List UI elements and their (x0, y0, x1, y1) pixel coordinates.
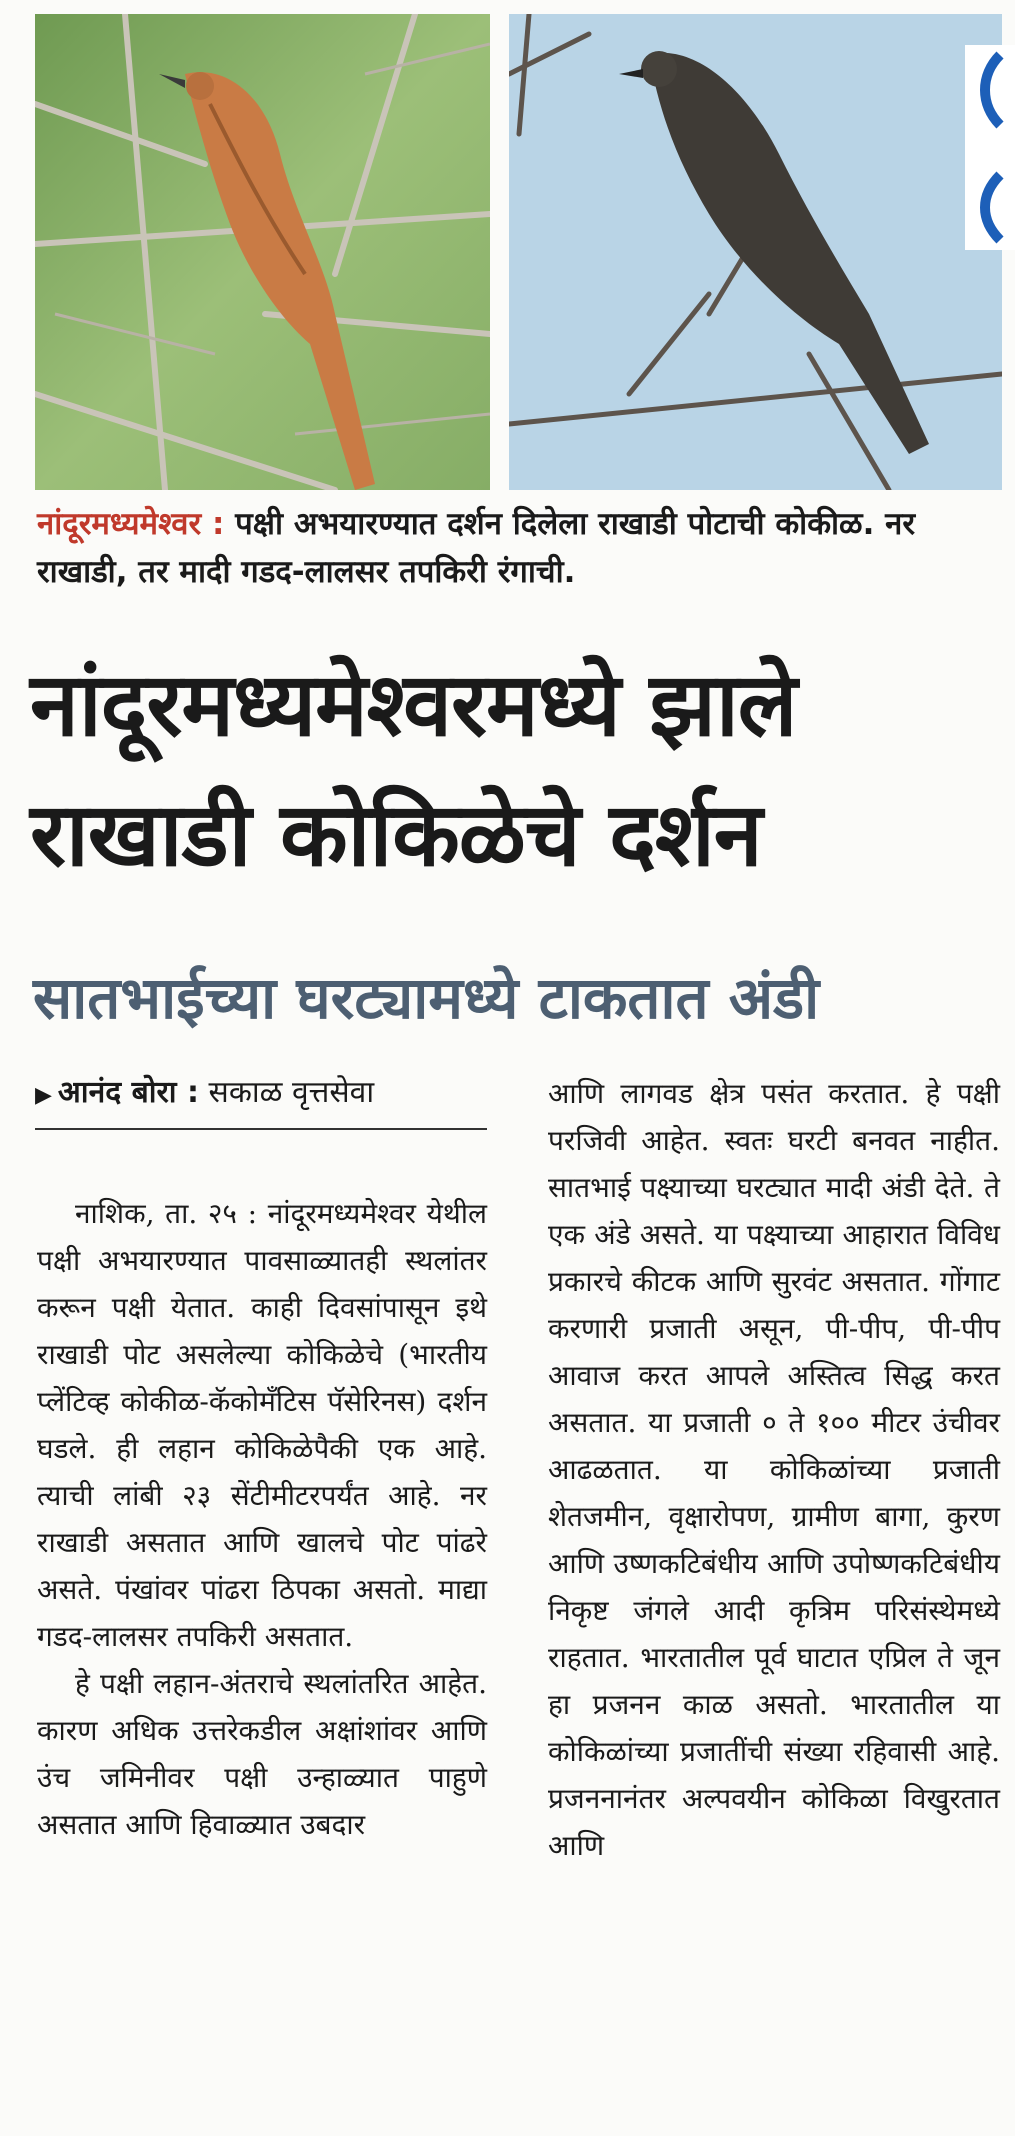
headline-line-1: नांदूरमध्यमेश्वरमध्ये झाले (30, 653, 797, 756)
paragraph: हे पक्षी लहान-अंतराचे स्थलांतरित आहेत. कारण अधिक उत्तरेकडील अक्षांशांवर आणि उंच जमिनीवर पक्षी उन्हाळ्यात पाहुणे असतात आणि हिवाळ्यात उबदार (37, 1667, 487, 1841)
byline (35, 1070, 374, 1119)
triangle-right-icon: ▶ (35, 1083, 52, 1108)
logo-fragment-icon (965, 45, 1015, 250)
photo-female-cuckoo (35, 14, 490, 490)
paragraph: नाशिक, ता. २५ : नांदूरमध्यमेश्वर येथील पक्षी अभयारण्यात पावसाळ्यातही स्थलांतर करून पक्षी येतात. काही दिवसांपासून इथे राखाडी पोट असलेल्या कोकिळेचे (भारतीय प्लेंटिव्ह कोकीळ-कॅकोमॅंटिस पॅसेरिनस) दर्शन घडले. ही लहान कोकिळेपैकी एक आहे. त्याची लांबी २३ सेंटीमीटरपर्यंत आहे. नर राखाडी असतात आणि खालचे पोट पांढरे असते. पंखांवर पांढरा ठिपका असतो. माद्या गडद-लालसर तपकिरी असतात. (37, 1197, 487, 1653)
subheadline: सातभाईच्या घरट्यामध्ये टाकतात अंडी (33, 964, 820, 1032)
headline-line-2: राखाडी कोकिळेचे दर्शन (30, 783, 762, 886)
photo-male-cuckoo (509, 14, 1002, 490)
photo-caption (37, 500, 997, 596)
byline-author: आनंद बोरा : (57, 1075, 199, 1110)
article-column-right (548, 1070, 1000, 1869)
caption-text: पक्षी अभयारण्यात दर्शन दिलेला राखाडी पोटाची कोकीळ. नर राखाडी, तर मादी गडद-लालसर तपकिरी रंगाची. (37, 506, 916, 590)
paragraph: आणि लागवड क्षेत्र पसंत करतात. हे पक्षी परजिवी आहेत. स्वतः घरटी बनवत नाहीत. सातभाई पक्ष्याच्या घरट्यात मादी अंडी देते. ते एक अंडे असते. या पक्ष्याच्या आहारात विविध प्रकारचे कीटक आणि सुरवंट असतात. गोंगाट करणारी प्रजाती असून, पी-पीप, पी-पीप आवाज करत आपले अस्तित्व सिद्ध करत असतात. या प्रजाती ० ते १०० मीटर उंचीवर आढळतात. या कोकिळांच्या प्रजाती शेतजमीन, वृक्षारोपण, ग्रामीण बागा, कुरण आणि उष्णकटिबंधीय आणि उपोष्णकटिबंधीय निकृष्ट जंगले आदी कृत्रिम परिसंस्थेमध्ये राहतात. भारतातील पूर्व घाटात एप्रिल ते जून हा प्रजनन काळ असतो. भारतातील या कोकिळांच्या प्रजातींची संख्या रहिवासी आहे. प्रजननानंतर अल्पवयीन कोकिळा विखुरतात आणि (548, 1077, 1000, 1862)
byline-divider (35, 1128, 487, 1130)
article-column-left (37, 1190, 487, 1848)
caption-place: नांदूरमध्यमेश्वर : (37, 506, 225, 542)
byline-source: सकाळ वृत्तसेवा (208, 1075, 375, 1110)
